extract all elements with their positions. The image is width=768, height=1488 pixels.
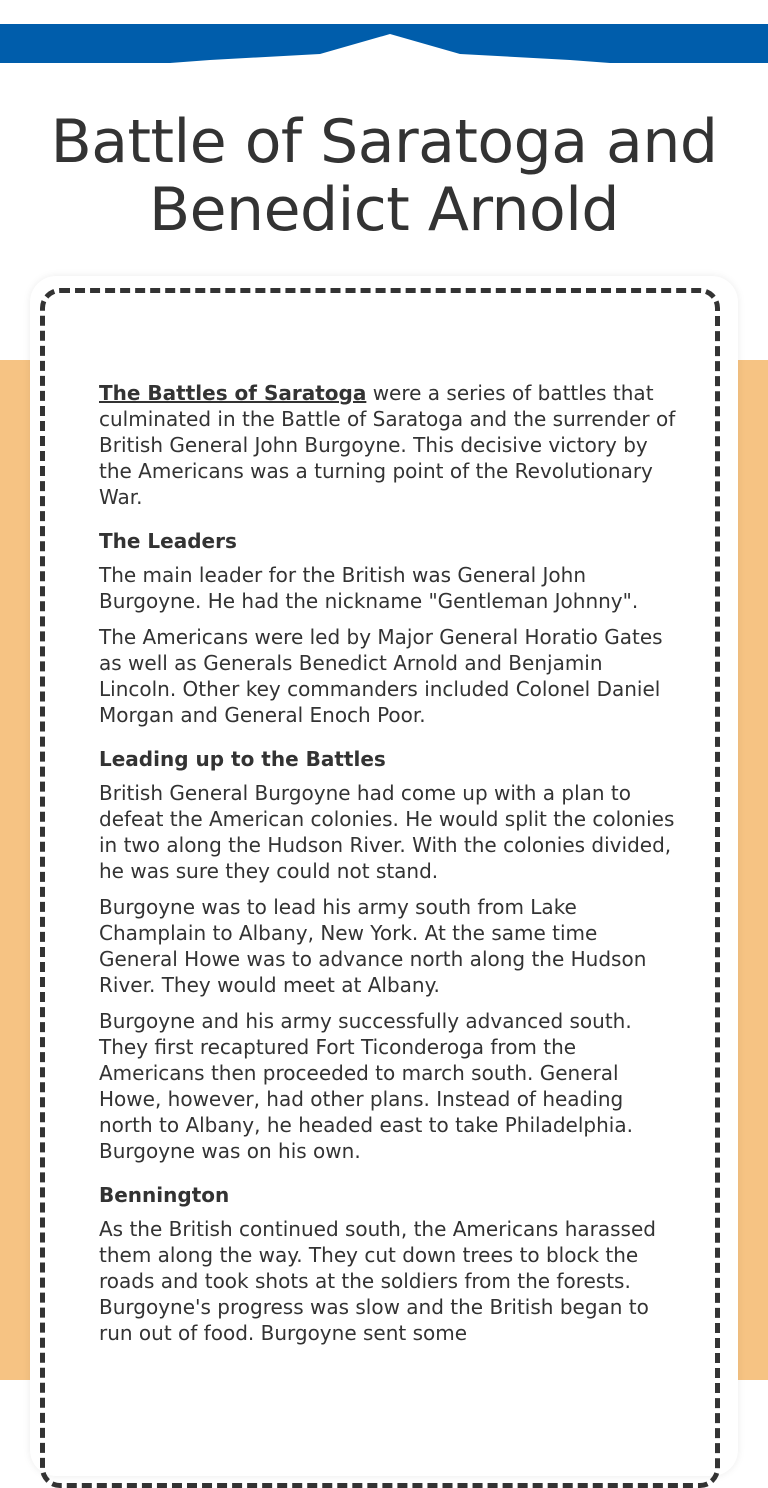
paragraph: The Americans were led by Major General Horatio Gates as well as Generals Benedict Arnold and Benjamin Lincoln. Other key commanders included Colonel Daniel Morgan and General Enoch Poor.: [99, 625, 663, 727]
banner-peak-decoration: [170, 34, 610, 63]
page-title: Battle of Saratoga and Benedict Arnold: [50, 107, 718, 245]
section-heading: The Leaders: [99, 529, 237, 553]
section-heading: Leading up to the Battles: [99, 747, 386, 771]
battles-of-saratoga-link[interactable]: The Battles of Saratoga: [99, 381, 367, 405]
section-heading: Bennington: [99, 1183, 230, 1207]
header-banner: [0, 24, 768, 63]
article-card: [30, 276, 738, 1476]
paragraph: Burgoyne was to lead his army south from Lake Champlain to Albany, New York. At the same time General Howe was to advance north along the Hudson River. They would meet at Albany.: [99, 895, 647, 997]
paragraph: Burgoyne and his army successfully advanced south. They first recaptured Fort Ticonderoga from the Americans then proceeded to march south. General Howe, however, had other plans. Instead of heading north to Albany, he headed east to take Philadelphia. Burgoyne was on his own.: [99, 1009, 633, 1163]
intro-paragraph: The Battles of Saratoga were a series of battles that culminated in the Battle of Saratoga and the surrender of British General John Burgoyne. This decisive victory by the Americans was a turning point of the Revolutionary War.: [99, 381, 676, 509]
article-content: [99, 380, 679, 1356]
paragraph: As the British continued south, the Americans harassed them along the way. They cut down trees to block the roads and took shots at the soldiers from the forests. Burgoyne's progress was slow and the British began to run out of food. Burgoyne sent some: [99, 1217, 656, 1345]
paragraph: The main leader for the British was General John Burgoyne. He had the nickname "Gentleman Johnny".: [99, 563, 639, 613]
paragraph: British General Burgoyne had come up with a plan to defeat the American colonies. He would split the colonies in two along the Hudson River. With the colonies divided, he was sure they could not stand.: [99, 781, 675, 883]
